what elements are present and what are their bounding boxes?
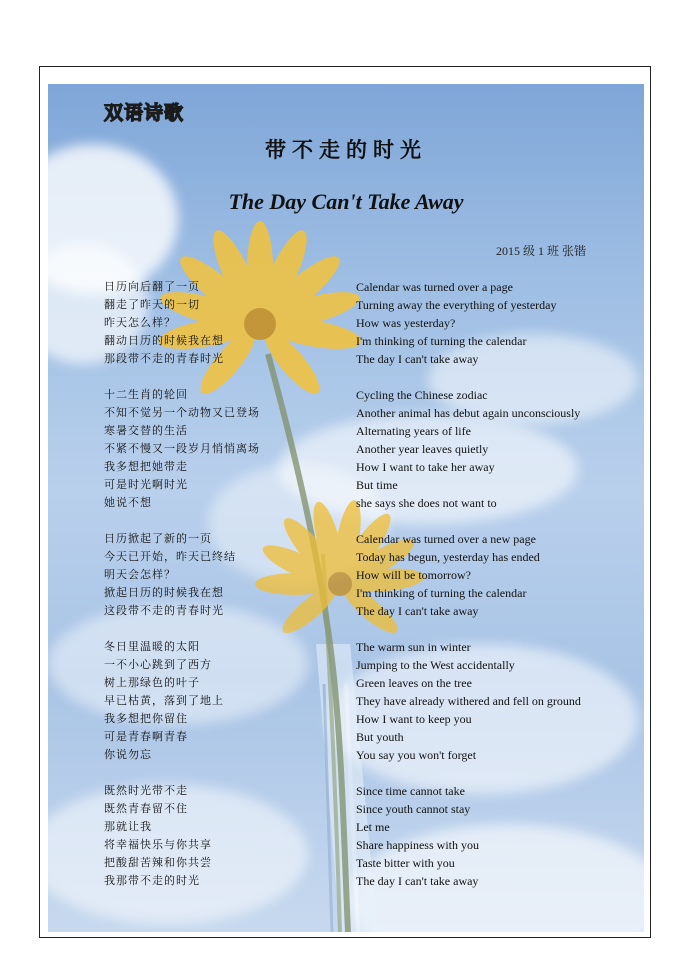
poem-line: 既然时光带不走 bbox=[104, 784, 188, 797]
poem-line: The day I can't take away bbox=[356, 604, 479, 618]
poem-line: Another year leaves quietly bbox=[356, 442, 489, 456]
poem-line: The warm sun in winter bbox=[356, 640, 471, 654]
stanza bbox=[104, 530, 354, 620]
stanza bbox=[356, 278, 626, 368]
poem-line: Jumping to the West accidentally bbox=[356, 658, 515, 672]
poem-title-english: The Day Can't Take Away bbox=[228, 189, 464, 214]
section-tag: 双语诗歌 bbox=[104, 102, 185, 124]
poem-line: 那段带不走的青春时光 bbox=[104, 352, 224, 365]
poem-line: 日历掀起了新的一页 bbox=[104, 532, 212, 545]
poem-line: Let me bbox=[356, 820, 390, 834]
poem-line: Cycling the Chinese zodiac bbox=[356, 388, 488, 402]
poem-line: How was yesterday? bbox=[356, 316, 456, 330]
chinese-poem-column bbox=[104, 278, 354, 908]
poem-line: Taste bitter with you bbox=[356, 856, 455, 870]
poem-line: Since youth cannot stay bbox=[356, 802, 471, 816]
stanza bbox=[104, 782, 354, 890]
poem-line: I'm thinking of turning the calendar bbox=[356, 586, 527, 600]
poem-line: But youth bbox=[356, 730, 404, 744]
poem-line: Another animal has debut again unconsciously bbox=[356, 406, 581, 420]
poem-line: I'm thinking of turning the calendar bbox=[356, 334, 527, 348]
poem-line: 不知不觉另一个动物又已登场 bbox=[104, 406, 260, 419]
stanza bbox=[104, 278, 354, 368]
poem-line: You say you won't forget bbox=[356, 748, 477, 762]
poem-line: 把酸甜苦辣和你共尝 bbox=[104, 856, 212, 869]
poem-line: Share happiness with you bbox=[356, 838, 479, 852]
poem-line: 不紧不慢又一段岁月悄悄离场 bbox=[104, 442, 260, 455]
stanza bbox=[356, 386, 626, 512]
poem-line: 我多想把你留住 bbox=[104, 712, 188, 725]
poem-line: How will be tomorrow? bbox=[356, 568, 471, 582]
poem-line: 日历向后翻了一页 bbox=[104, 280, 200, 293]
english-poem-column bbox=[356, 278, 626, 908]
poem-line: 昨天怎么样？ bbox=[104, 316, 176, 329]
poem-line: 一不小心跳到了西方 bbox=[104, 658, 212, 671]
poem-line: Calendar was turned over a new page bbox=[356, 532, 536, 546]
poem-line: Today has begun, yesterday has ended bbox=[356, 550, 540, 564]
poem-line: Turning away the everything of yesterday bbox=[356, 298, 557, 312]
stanza bbox=[356, 782, 626, 890]
poem-line: How I want to keep you bbox=[356, 712, 472, 726]
poem-line: 明天会怎样？ bbox=[104, 568, 176, 581]
poem-line: Since time cannot take bbox=[356, 784, 465, 798]
poem-line: 可是青春啊青春 bbox=[104, 730, 188, 743]
poem-line: How I want to take her away bbox=[356, 460, 495, 474]
poem-line: But time bbox=[356, 478, 398, 492]
poem-line: Alternating years of life bbox=[356, 424, 471, 438]
poem-line: 既然青春留不住 bbox=[104, 802, 188, 815]
poem-line: Calendar was turned over a page bbox=[356, 280, 513, 294]
poem-line: 她说不想 bbox=[104, 496, 152, 509]
poem-line: 你说勿忘 bbox=[104, 748, 152, 761]
poem-line: 我那带不走的时光 bbox=[104, 874, 200, 887]
poem-line: 翻动日历的时候我在想 bbox=[104, 334, 224, 347]
stanza bbox=[356, 530, 626, 620]
poem-line: 可是时光啊时光 bbox=[104, 478, 188, 491]
poem-line: she says she does not want to bbox=[356, 496, 497, 510]
poem-poster bbox=[48, 84, 644, 932]
poem-line: They have already withered and fell on ground bbox=[356, 694, 581, 708]
poem-line: The day I can't take away bbox=[356, 352, 479, 366]
poem-line: 翻走了昨天的一切 bbox=[104, 298, 200, 311]
poem-line: 这段带不走的青春时光 bbox=[104, 604, 224, 617]
poem-title-chinese: 带不走的时光 bbox=[265, 137, 427, 162]
poem-line: 树上那绿色的叶子 bbox=[104, 676, 200, 689]
stanza bbox=[104, 386, 354, 512]
author-byline: 2015 级 1 班 张锴 bbox=[495, 244, 586, 258]
stanza bbox=[104, 638, 354, 764]
poem-line: 十二生肖的轮回 bbox=[104, 388, 188, 401]
poem-line: 寒暑交替的生活 bbox=[104, 424, 188, 437]
poem-line: 我多想把她带走 bbox=[104, 460, 188, 473]
poem-line: 早已枯黄，落到了地上 bbox=[104, 694, 224, 707]
poem-line: 将幸福快乐与你共享 bbox=[104, 838, 212, 851]
poem-line: 冬日里温暖的太阳 bbox=[104, 640, 200, 653]
poem-line: Green leaves on the tree bbox=[356, 676, 472, 690]
poem-line: 掀起日历的时候我在想 bbox=[104, 586, 224, 599]
poem-line: 今天已开始，昨天已终结 bbox=[104, 550, 236, 563]
poem-line: The day I can't take away bbox=[356, 874, 479, 888]
poem-line: 那就让我 bbox=[104, 820, 152, 833]
stanza bbox=[356, 638, 626, 764]
